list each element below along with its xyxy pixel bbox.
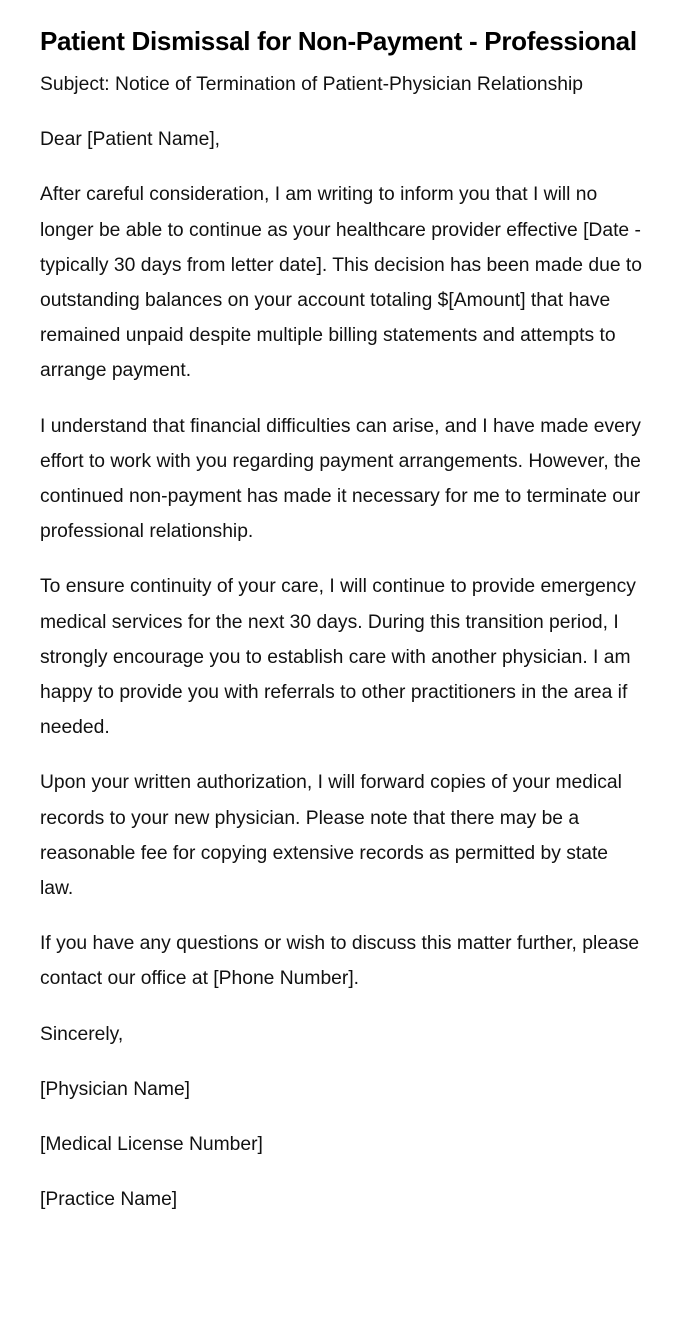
body-paragraph: I understand that financial difficulties can arise, and I have made every effort to work with you regarding payment arrangements. However, the continued non-payment has made it necessary for me to terminate our professional relationship. — [40, 415, 641, 543]
practice-name: [Practice Name] — [40, 1189, 178, 1211]
physician-name: [Physician Name] — [40, 1078, 191, 1100]
closing: Sincerely, — [40, 1023, 124, 1045]
subject-line: Subject: Notice of Termination of Patient-Physician Relationship — [40, 74, 584, 95]
body-paragraph: After careful consideration, I am writing to inform you that I will no longer be able to continue as your healthcare provider effective [Date - typically 30 days from letter date]. This decision has been made due to outstanding balances on your account totaling $[Amount] that have remained unpaid despite multiple billing statements and attempts to arrange payment. — [40, 184, 642, 382]
body-paragraph: If you have any questions or wish to discuss this matter further, please contact our office at [Phone Number]. — [40, 933, 640, 990]
body-paragraph: To ensure continuity of your care, I will continue to provide emergency medical services for the next 30 days. During this transition period, I strongly encourage you to establish care with another physician. I am happy to provide you with referrals to other practitioners in the area if needed. — [40, 576, 636, 739]
letter-document — [40, 19, 646, 1237]
license-number: [Medical License Number] — [40, 1134, 263, 1156]
document-title: Patient Dismissal for Non-Payment - Professional — [40, 26, 637, 56]
body-paragraph: Upon your written authorization, I will forward copies of your medical records to your new physician. Please note that there may be a reasonable fee for copying extensive records as permitted by state law. — [40, 772, 622, 900]
salutation: Dear [Patient Name], — [40, 129, 221, 151]
